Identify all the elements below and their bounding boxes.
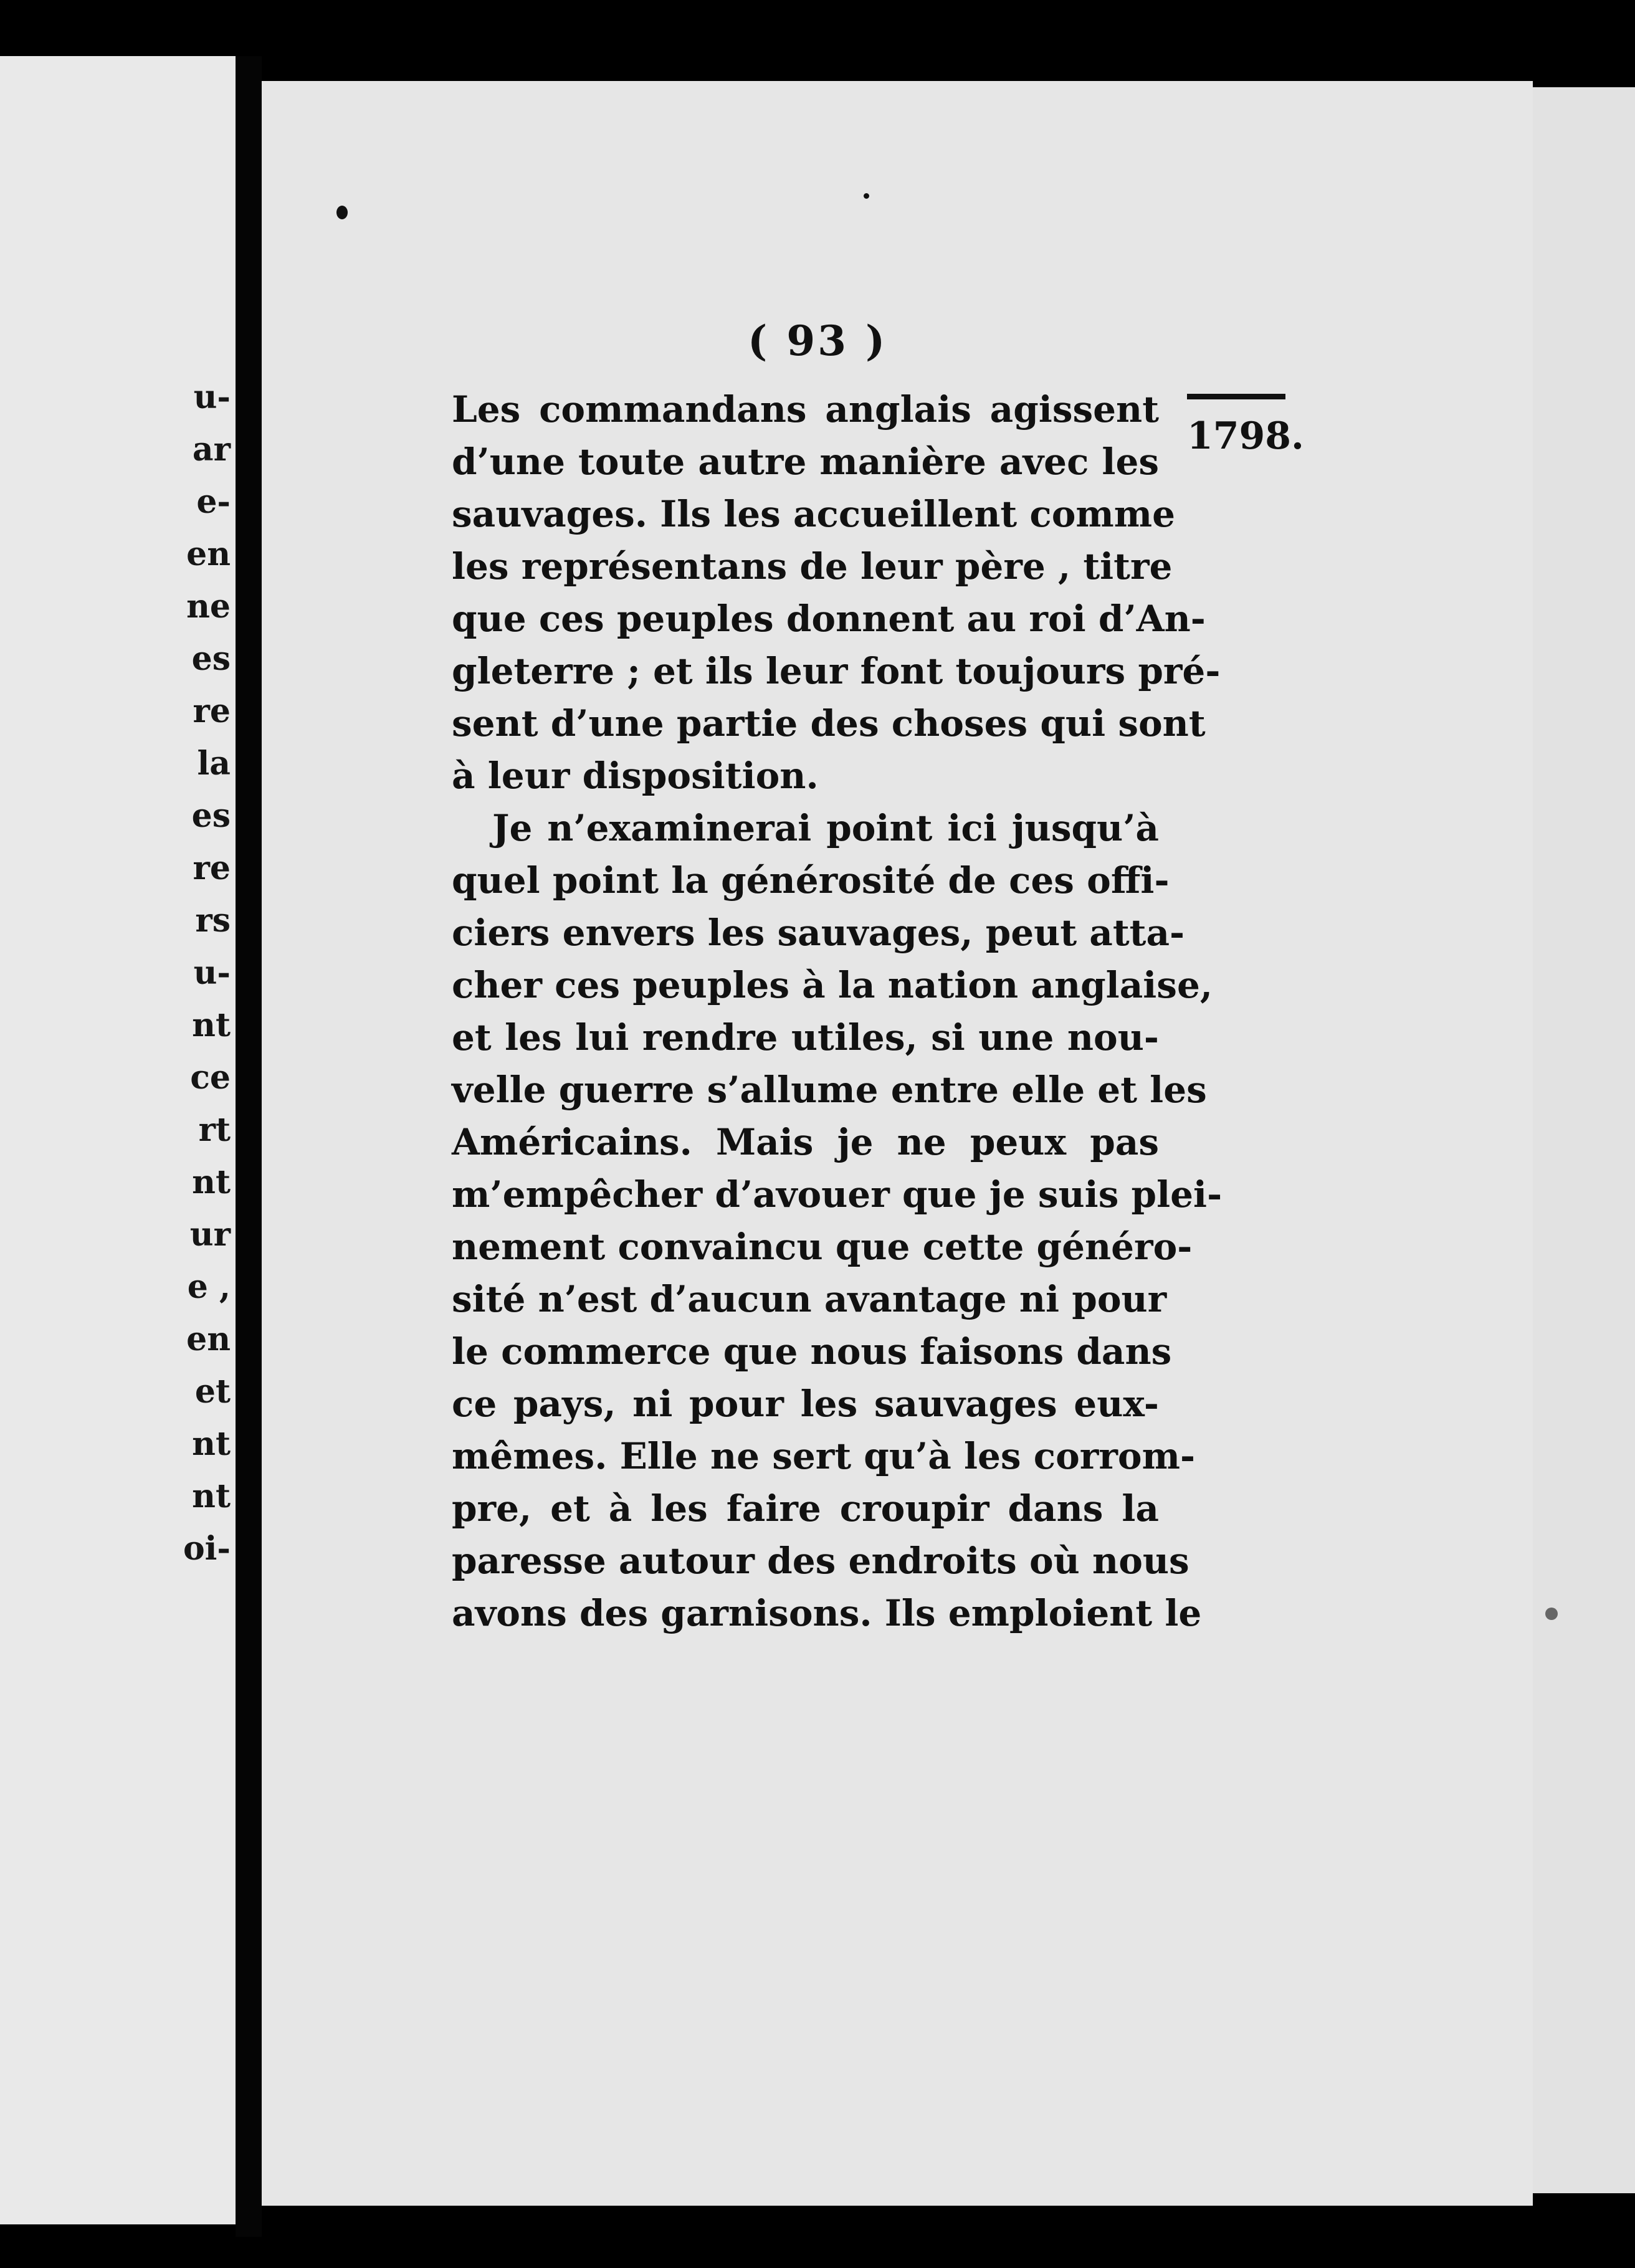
left-page-fragment: nt [192, 1477, 231, 1515]
text-line: velle guerre s’allume entre elle et les [452, 1069, 1207, 1111]
left-page-fragment: ur [189, 1216, 231, 1254]
left-page-fragment: u- [193, 378, 231, 416]
left-page-fragment: en [186, 535, 231, 573]
text-line: Les commandans anglais agissent [452, 388, 1159, 431]
page-edge [1533, 87, 1635, 2193]
left-page-fragment: rs [195, 902, 231, 940]
left-page-fragment: oi- [183, 1530, 231, 1568]
left-page-fragment: es [191, 797, 231, 835]
left-page-fragment: rt [198, 1111, 231, 1149]
text-line: ce pays, ni pour les sauvages eux- [452, 1383, 1159, 1425]
text-line: et les lui rendre utiles, si une nou- [452, 1016, 1159, 1059]
text-line: pre, et à les faire croupir dans la [452, 1487, 1159, 1530]
text-line: sité n’est d’aucun avantage ni pour [452, 1278, 1167, 1320]
text-line: mêmes. Elle ne sert qu’à les corrom- [452, 1435, 1196, 1477]
margin-year: 1798. [1187, 414, 1304, 458]
left-page-fragment: e , [187, 1268, 231, 1306]
text-line: gleterre ; et ils leur font toujours pré- [452, 650, 1221, 692]
text-line: Je n’examinerai point ici jusqu’à [492, 807, 1159, 849]
left-page-fragment: nt [192, 1163, 231, 1201]
text-line: avons des garnisons. Ils emploient le [452, 1592, 1202, 1634]
text-line: d’une toute autre manière avec les [452, 441, 1159, 483]
left-page-fragment: nt [192, 1006, 231, 1044]
left-page-fragment: nt [192, 1425, 231, 1463]
left-page-fragment: ar [192, 431, 231, 469]
left-page-fragment: ce [190, 1059, 231, 1097]
ink-speck [336, 206, 348, 219]
text-line: que ces peuples donnent au roi d’An- [452, 598, 1206, 640]
text-line: nement convaincu que cette généro- [452, 1226, 1193, 1268]
left-page [0, 56, 236, 2224]
left-page-fragment: u- [193, 954, 231, 992]
text-line: sauvages. Ils les accueillent comme [452, 493, 1176, 535]
ink-speck [1545, 1608, 1558, 1620]
text-line: m’empêcher d’avouer que je suis plei- [452, 1173, 1223, 1216]
page-number: ( 93 ) [748, 317, 888, 365]
text-line: le commerce que nous faisons dans [452, 1330, 1172, 1373]
left-page-fragment: e- [196, 483, 231, 521]
left-page-fragment: es [191, 640, 231, 678]
text-line: sent d’une partie des choses qui sont [452, 702, 1206, 745]
text-line: les représentans de leur père , titre [452, 545, 1173, 588]
left-page-fragment: re [193, 692, 231, 730]
text-line: paresse autour des endroits où nous [452, 1540, 1189, 1582]
ink-speck [864, 193, 869, 199]
book-gutter [236, 56, 262, 2237]
text-line: quel point la générosité de ces offi- [452, 859, 1170, 902]
left-page-fragment: ne [186, 588, 231, 626]
left-page-fragment: et [194, 1373, 231, 1411]
left-page-fragment: la [197, 745, 231, 783]
left-page-fragment: re [193, 849, 231, 887]
text-line: cher ces peuples à la nation anglaise, [452, 964, 1213, 1006]
margin-rule [1187, 394, 1285, 399]
text-line: à leur disposition. [452, 755, 819, 797]
text-line: ciers envers les sauvages, peut atta- [452, 912, 1185, 954]
text-line: Américains. Mais je ne peux pas [452, 1121, 1159, 1163]
left-page-fragment: en [186, 1320, 231, 1358]
